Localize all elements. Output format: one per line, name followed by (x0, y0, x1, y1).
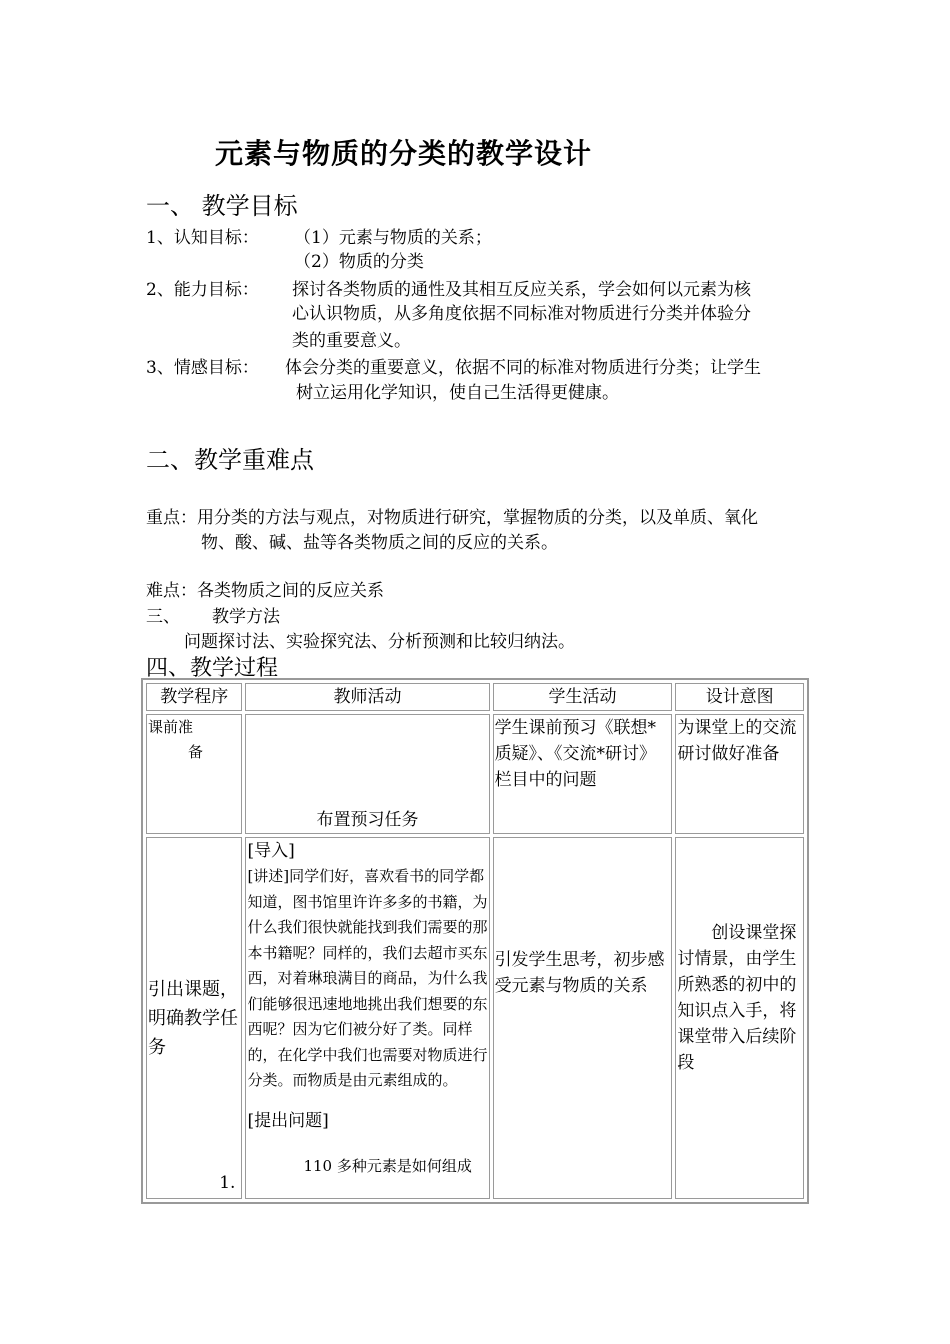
header-intent: 设计意图 (675, 683, 804, 711)
header-stage: 教学程序 (146, 683, 242, 711)
objective-2-line-1: 探讨各类物质的通性及其相互反应关系，学会如何以元素为核 (292, 280, 751, 300)
row2-teacher-cell (245, 837, 489, 1199)
objective-3-line-1: 体会分类的重要意义，依据不同的标准对物质进行分类；让学生 (285, 358, 761, 378)
row1-student-text: 学生课前预习《联想*质疑》、《交流*研讨》栏目中的问题 (494, 718, 657, 790)
row2-teacher-question: 110 多种元素是如何组成 (303, 1156, 472, 1175)
section4-heading: 四、教学过程 (146, 656, 279, 681)
objective-2-line-3: 类的重要意义。 (292, 331, 411, 351)
row1-intent-cell (675, 714, 804, 834)
row2-stage-text: 引出课题，明确教学任务 (148, 978, 238, 1058)
row1-stage-line-1: 课前准 (148, 718, 194, 736)
table-row (146, 714, 804, 834)
row1-student-cell (493, 714, 673, 834)
row1-stage-cell (146, 714, 242, 834)
table-header-row (146, 683, 804, 711)
row1-intent-text: 为课堂上的交流研讨做好准备 (677, 718, 797, 764)
objective-1-line-1: （1）元素与物质的关系； (294, 228, 492, 248)
objective-2-line-2: 心认识物质，从多角度依据不同标准对物质进行分类并体验分 (292, 304, 751, 324)
key-point-line-2: 物、酸、碱、盐等各类物质之间的反应的关系。 (201, 533, 558, 553)
objective-2-label: 2、能力目标： (146, 280, 259, 300)
row2-student-text: 引发学生思考，初步感受元素与物质的关系 (494, 950, 665, 996)
objective-3-label: 3、情感目标： (146, 358, 259, 378)
row2-stage-number: 1. (219, 1173, 236, 1193)
section1-heading: 一、 教学目标 (146, 192, 298, 220)
section3-heading: 教学方法 (212, 607, 280, 627)
process-table (141, 678, 809, 1204)
objective-1-label: 1、认知目标： (146, 228, 259, 248)
teaching-methods: 问题探讨法、实验探究法、分析预测和比较归纳法。 (184, 632, 575, 652)
objective-1-line-2: （2）物质的分类 (294, 252, 424, 272)
page-title: 元素与物质的分类的教学设计 (215, 137, 593, 170)
row1-teacher-cell (245, 714, 489, 834)
header-teacher: 教师活动 (245, 683, 489, 711)
row2-teacher-question-label: [提出问题] (247, 1110, 329, 1131)
key-point-line-1: 重点：用分类的方法与观点，对物质进行研究，掌握物质的分类，以及单质、氧化 (146, 508, 758, 528)
row1-teacher-text: 布置预习任务 (316, 810, 419, 830)
difficulty-text: 难点：各类物质之间的反应关系 (146, 581, 384, 601)
row1-stage-line-2: 备 (188, 743, 204, 761)
section3-heading-num: 三、 (146, 607, 180, 627)
row2-teacher-text: [讲述]同学们好，喜欢看书的同学都知道，图书馆里许许多多的书籍，为什么我们很快就能找到我们需要的那本书籍呢？同样的，我们去超市买东西，对着琳琅满目的商品，为什么我们能够很迅速地地挑出我们想要的东西呢？因为它们被分好了类。同样的，在化学中我们也需要对物质进行分类。而物质是由元素组成的。 (247, 867, 488, 1089)
section2-heading: 二、教学重难点 (146, 446, 314, 474)
header-student: 学生活动 (493, 683, 673, 711)
table-row (146, 837, 804, 1199)
row2-intent-cell (675, 837, 804, 1199)
row2-intent-text: 创设课堂探讨情景，由学生所熟悉的初中的知识点入手，将课堂带入后续阶段 (677, 923, 797, 1073)
row2-stage-cell (146, 837, 242, 1199)
objective-3-line-2: 树立运用化学知识，使自己生活得更健康。 (296, 383, 619, 403)
row2-student-cell (493, 837, 673, 1199)
row2-teacher-intro: [导入] (247, 841, 295, 861)
